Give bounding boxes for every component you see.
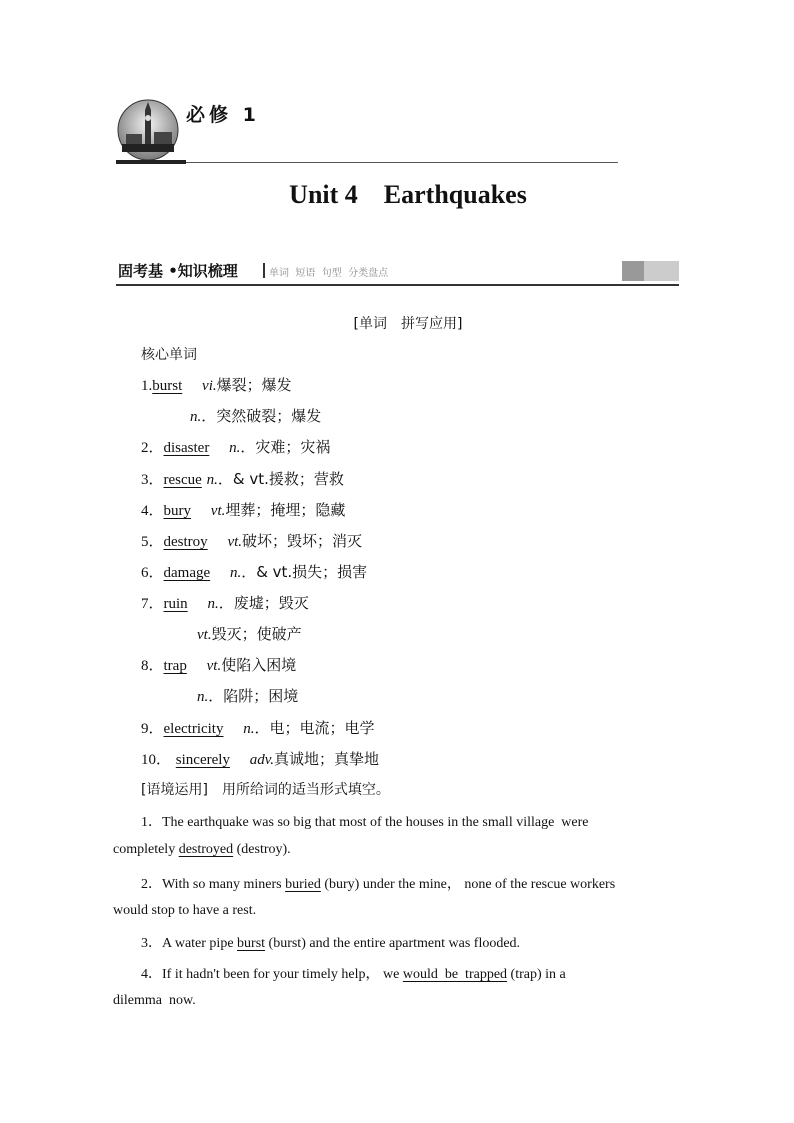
banner-block-dark xyxy=(622,261,644,281)
answer-3: burst xyxy=(237,936,266,951)
word-7: 7．ruin n.．废墟；毁灭 xyxy=(141,594,309,612)
big-ben-icon xyxy=(116,98,180,162)
word-6: 6．damage n.．& vt.损失；损害 xyxy=(141,563,368,581)
answer-4: would be trapped xyxy=(402,967,508,982)
sentence-2-line-1: 2．With so many miners buried (bury) under the mine， none of the rescue workers xyxy=(141,877,616,892)
sentence-1-line-1: 1．The earthquake was so big that most of the houses in the small village were xyxy=(141,815,589,830)
section-banner xyxy=(116,260,679,286)
sentence-4-line-2: dilemma now. xyxy=(113,993,196,1008)
sentence-1-line-2: completely destroyed (destroy). xyxy=(113,842,291,857)
word-9: 9．electricity n.．电；电流；电学 xyxy=(141,719,375,737)
book-label: 必修 1 xyxy=(186,104,260,126)
sentence-4-line-1: 4．If it hadn't been for your timely help， we would be trapped (trap) in a xyxy=(141,967,566,982)
banner-divider xyxy=(263,263,265,278)
header-rule xyxy=(116,162,618,163)
header-emblem xyxy=(116,98,180,162)
section-head: [单词 拼写应用] xyxy=(353,316,463,332)
word-7-verb: vt.毁灭；使破产 xyxy=(197,625,302,643)
context-instruction-line xyxy=(141,779,390,799)
word-3: 3．rescue n.．& vt.援救；营救 xyxy=(141,470,344,488)
word-8: 8．trap vt.使陷入困境 xyxy=(141,656,297,674)
answer-2: buried xyxy=(285,877,321,892)
banner-block-light xyxy=(644,261,679,281)
word-8-noun: n.．陷阱；困境 xyxy=(197,687,299,705)
answer-1: destroyed xyxy=(178,842,234,857)
word-4: 4．bury vt.埋葬；掩埋；隐藏 xyxy=(141,501,346,519)
unit-title: Unit 4 Earthquakes xyxy=(289,180,527,209)
banner-title: 固考基 •知识梳理 xyxy=(118,262,238,280)
word-10: 10． sincerely adv.真诚地；真挚地 xyxy=(141,750,380,768)
header-rule-bold xyxy=(116,160,186,164)
word-2: 2．disaster n.．灾难；灾祸 xyxy=(141,438,331,456)
sentence-2-line-2: would stop to have a rest. xyxy=(113,903,257,918)
core-words-label: 核心单词 xyxy=(141,347,197,363)
sentence-3: 3．A water pipe burst (burst) and the entire apartment was flooded. xyxy=(141,936,521,951)
word-1-noun: n.．突然破裂；爆发 xyxy=(190,407,322,425)
word-1: 1.burst vi.爆裂；爆发 xyxy=(141,376,292,394)
context-instruction: 用所给词的适当形式填空。 xyxy=(221,782,390,798)
banner-tabs: 单词 短语 句型 分类盘点 xyxy=(269,268,389,279)
word-5: 5．destroy vt.破坏；毁坏；消灭 xyxy=(141,532,363,550)
context-label: [语境运用] xyxy=(141,782,208,798)
